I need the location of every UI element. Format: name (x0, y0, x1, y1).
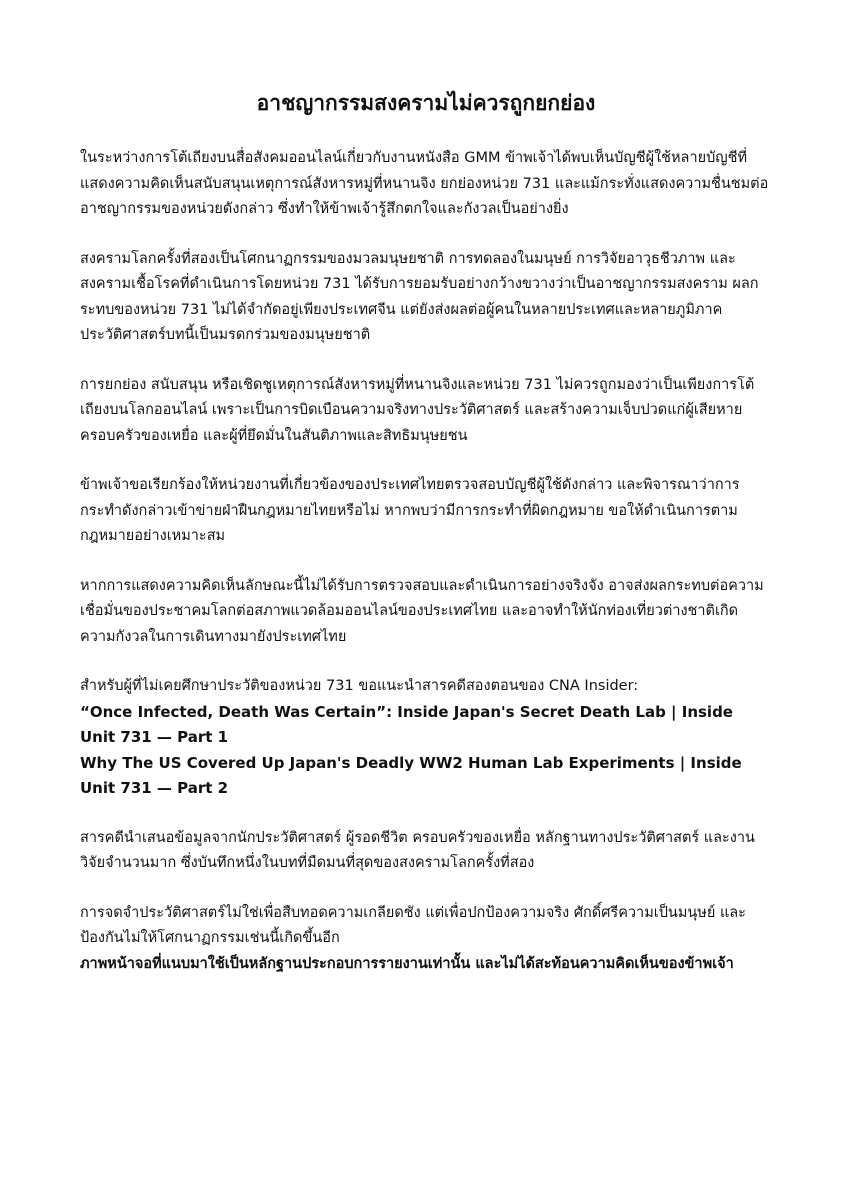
paragraph-remembrance: การจดจำประวัติศาสตร์ไม่ใช่เพื่อสืบทอดความเกลียดชัง แต่เพื่อปกป้องความจริง ศักดิ์ศรีความเป็นมนุษย์ และป้องกันไม่ให้โศกนาฏกรรมเช่นนี้เกิดขึ้นอีก (80, 904, 746, 946)
paragraph-request: ข้าพเจ้าขอเรียกร้องให้หน่วยงานที่เกี่ยวข้องของประเทศไทยตรวจสอบบัญชีผู้ใช้ดังกล่าว และพิจารณาว่าการกระทำดังกล่าวเข้าข่ายฝ่าฝืนกฎหมายไทยหรือไม่ หากพบว่ามีการกระทำที่ผิดกฎหมาย ขอให้ดำเนินการตามกฎหมายอย่างเหมาะสม (80, 477, 740, 544)
documentary-link-part-1[interactable]: “Once Infected, Death Was Certain”: Inside Japan's Secret Death Lab | Inside Unit 731 — Part 1 (80, 702, 733, 746)
paragraph-recommendation: สำหรับผู้ที่ไม่เคยศึกษาประวัติของหน่วย 731 ขอแนะนำสารคดีสองตอนของ CNA Insider: (80, 678, 639, 694)
page-title: อาชญากรรมสงครามไม่ควรถูกยกย่อง (256, 91, 596, 115)
paragraph-impact: หากการแสดงความคิดเห็นลักษณะนี้ไม่ได้รับการตรวจสอบและดำเนินการอย่างจริงจัง อาจส่งผลกระทบต่อความเชื่อมั่นของประชาคมโลกต่อสภาพแวดล้อมออนไลน์ของประเทศไทย และอาจทำให้นักท่องเที่ยวต่างชาติเกิดความกังวลในการเดินทางมายังประเทศไทย (80, 577, 764, 645)
screenshot-disclaimer: ภาพหน้าจอที่แนบมาใช้เป็นหลักฐานประกอบการรายงานเท่านั้น และไม่ได้สะท้อนความคิดเห็นของข้าพเจ้า (80, 955, 734, 972)
paragraph-documentary-summary: สารคดีนำเสนอข้อมูลจากนักประวัติศาสตร์ ผู้รอดชีวิต ครอบครัวของเหยื่อ หลักฐานทางประวัติศาสตร์ และงานวิจัยจำนวนมาก ซึ่งบันทึกหนึ่งในบทที่มืดมนที่สุดของสงครามโลกครั้งที่สอง (80, 829, 755, 871)
document-page (80, 0, 772, 977)
paragraph-glorification: การยกย่อง สนับสนุน หรือเชิดชูเหตุการณ์สังหารหมู่ที่หนานจิงและหน่วย 731 ไม่ควรถูกมองว่าเป็นเพียงการโต้เถียงบนโลกออนไลน์ เพราะเป็นการบิดเบือนความจริงทางประวัติศาสตร์ และสร้างความเจ็บปวดแก่ผู้เสียหาย ครอบครัวของเหยื่อ และผู้ที่ยึดมั่นในสันติภาพและสิทธิมนุษยชน (80, 376, 755, 444)
paragraph-intro: ในระหว่างการโต้เถียงบนสื่อสังคมออนไลน์เกี่ยวกับงานหนังสือ GMM ข้าพเจ้าได้พบเห็นบัญชีผู้ใช้หลายบัญชีที่แสดงความคิดเห็นสนับสนุนเหตุการณ์สังหารหมู่ที่หนานจิง ยกย่องหน่วย 731 และแม้กระทั่งแสดงความชื่นชมต่ออาชญากรรมของหน่วยดังกล่าว ซึ่งทำให้ข้าพเจ้ารู้สึกตกใจและกังวลเป็นอย่างยิ่ง (80, 150, 769, 217)
documentary-link-part-2[interactable]: Why The US Covered Up Japan's Deadly WW2 Human Lab Experiments | Inside Unit 731 — Part 2 (80, 753, 742, 797)
paragraph-ww2: สงครามโลกครั้งที่สองเป็นโศกนาฏกรรมของมวลมนุษยชาติ การทดลองในมนุษย์ การวิจัยอาวุธชีวภาพ และสงครามเชื้อโรคที่ดำเนินการโดยหน่วย 731 ได้รับการยอมรับอย่างกว้างขวางว่าเป็นอาชญากรรมสงคราม ผลกระทบของหน่วย 731 ไม่ได้จำกัดอยู่เพียงประเทศจีน แต่ยังส่งผลต่อผู้คนในหลายประเทศและหลายภูมิภาค ประวัติศาสตร์บทนี้เป็นมรดกร่วมของมนุษยชาติ (80, 250, 759, 343)
